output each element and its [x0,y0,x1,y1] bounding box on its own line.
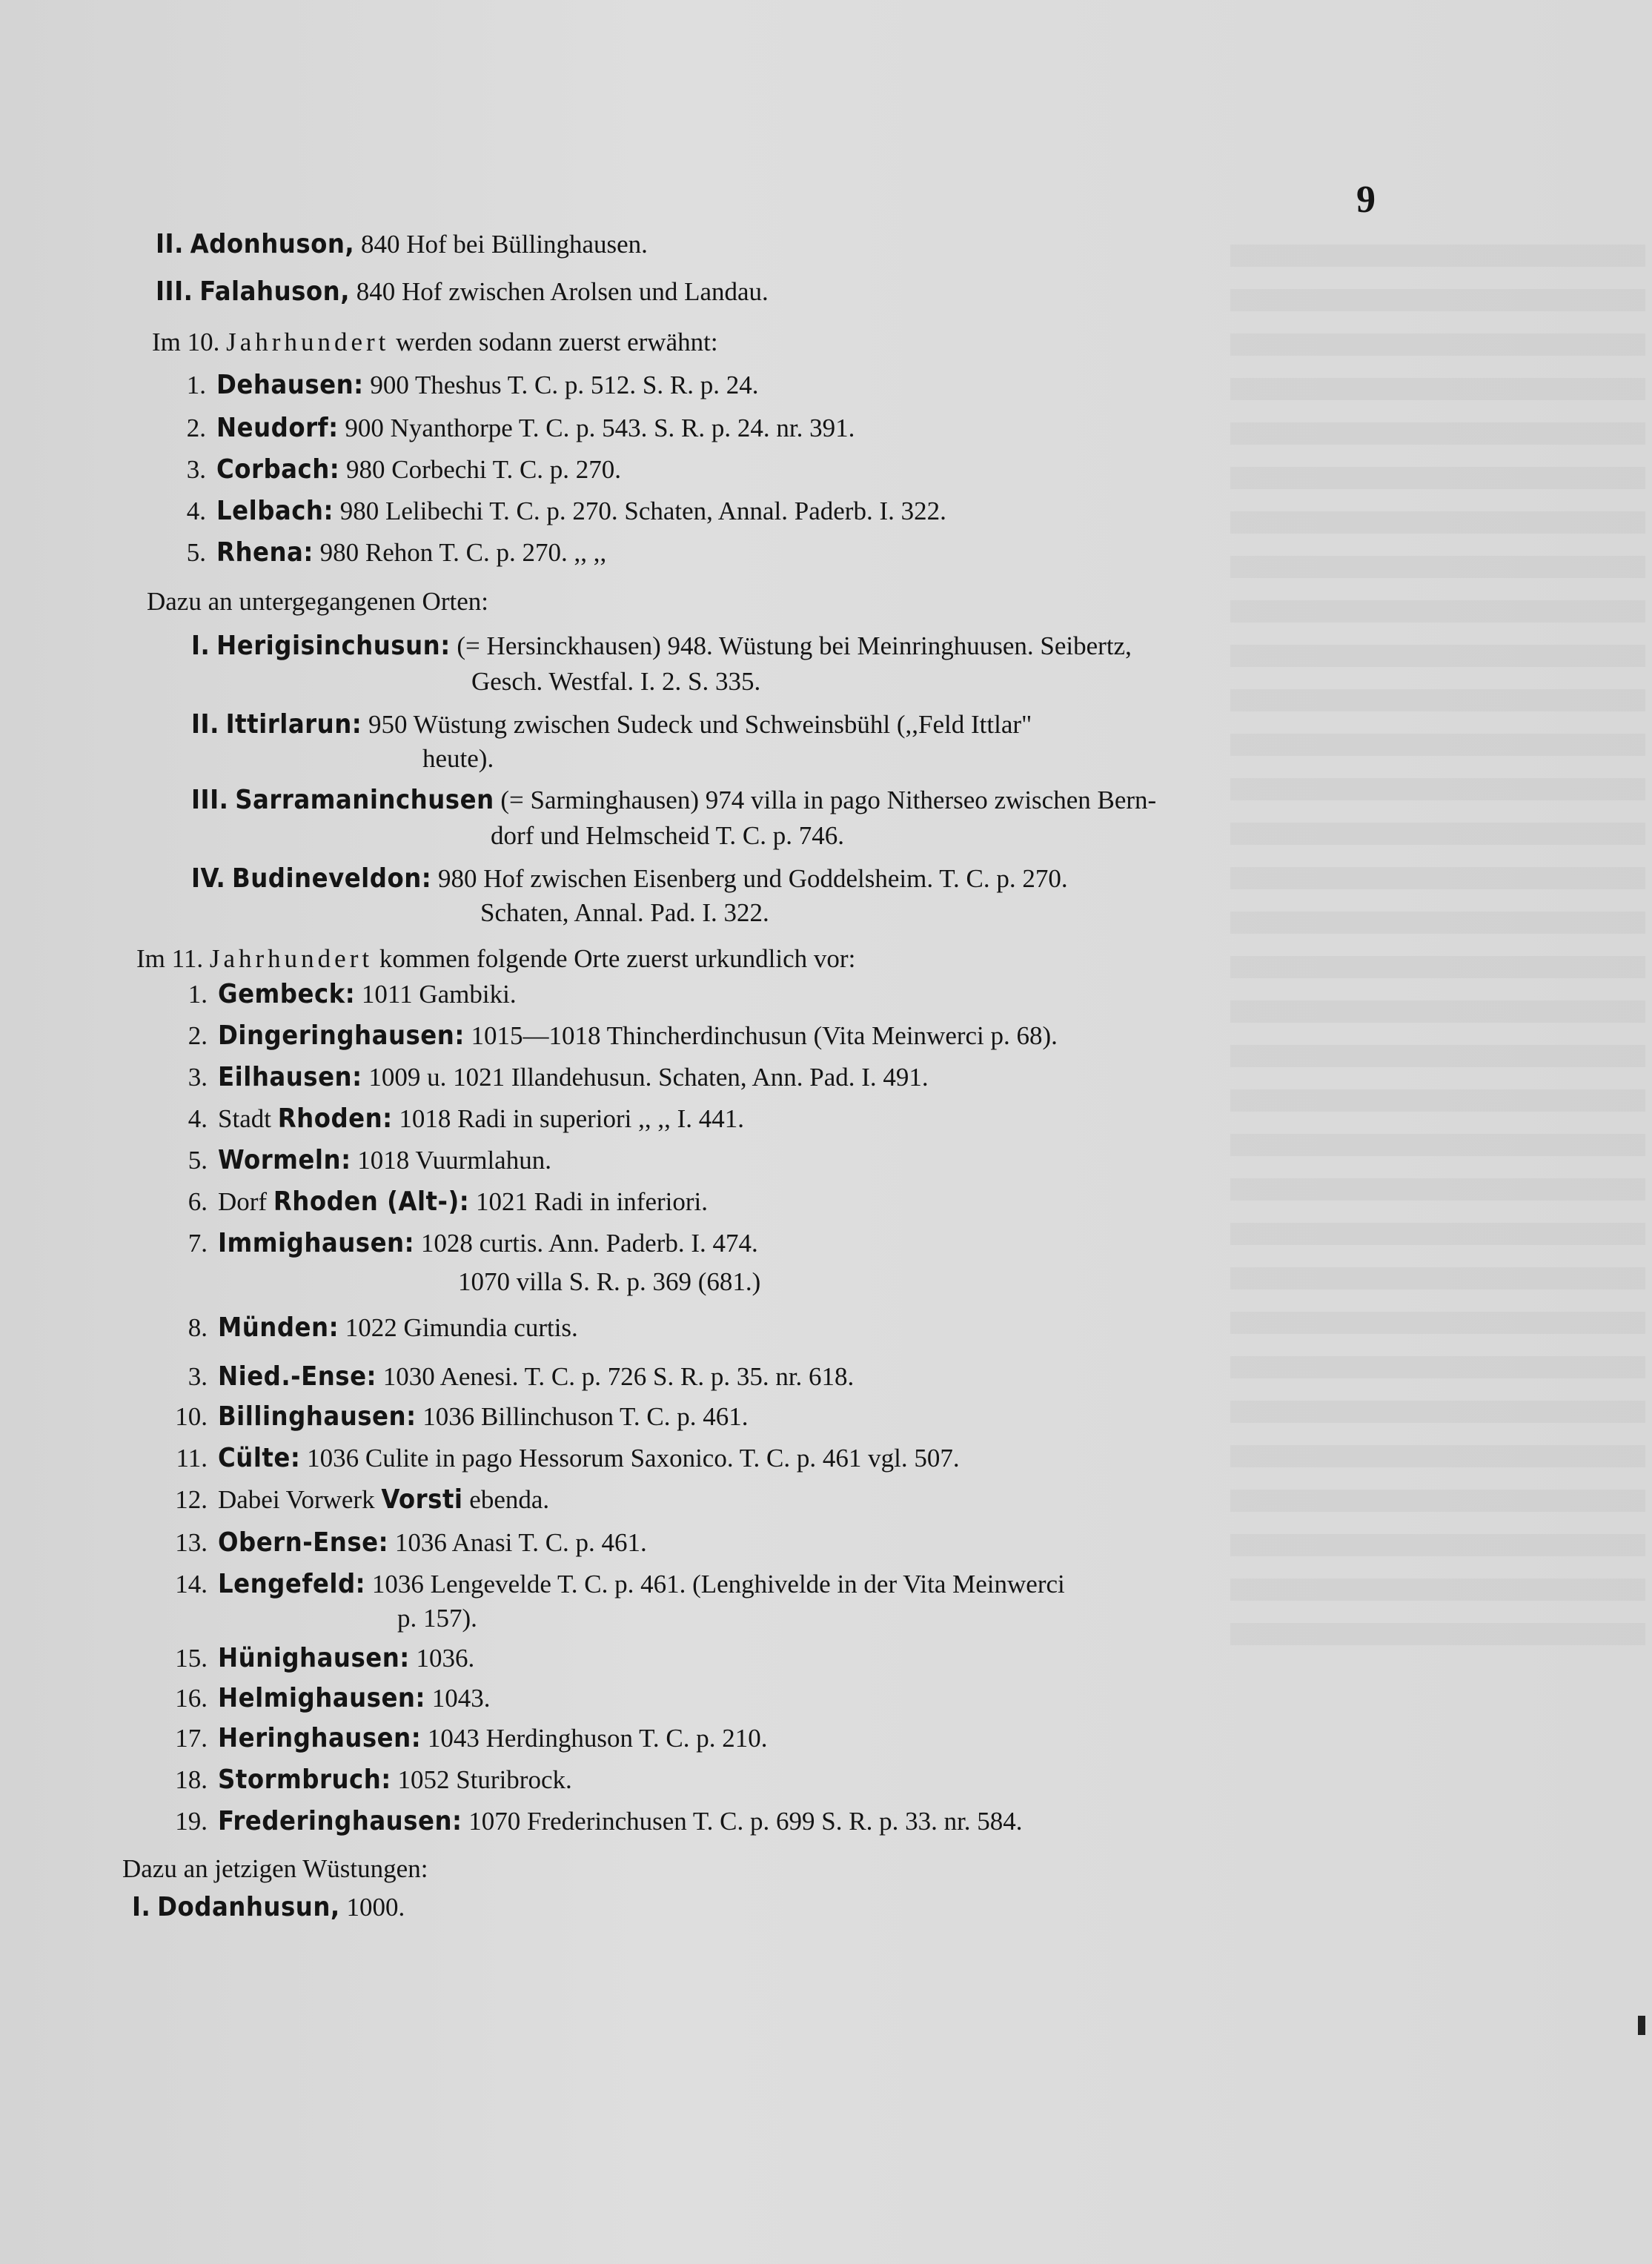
entry-line: III. Sarramaninchusen (= Sarminghausen) 974 villa in pago Nitherseo zwischen Bern- [191,785,1157,815]
entry-line: 19. Frederinghausen: 1070 Frederinchusen T. C. p. 699 S. R. p. 33. nr. 584. [175,1806,1023,1836]
entry-continuation: Schaten, Annal. Pad. I. 322. [480,898,769,927]
entry-line: 1. Gembeck: 1011 Gambiki. [188,979,517,1009]
entry-line: 2. Neudorf: 900 Nyanthorpe T. C. p. 543. S. R. p. 24. nr. 391. [186,413,855,443]
entry-line: 10. Billinghausen: 1036 Billinchuson T. C. p. 461. [175,1401,749,1432]
entry-line: 11. Cülte: 1036 Culite in pago Hessorum Saxonico. T. C. p. 461 vgl. 507. [176,1443,960,1473]
entry-line: 3. Eilhausen: 1009 u. 1021 Illandehusun. Schaten, Ann. Pad. I. 491. [188,1062,929,1092]
entry-line: I. Herigisinchusun: (= Hersinckhausen) 948. Wüstung bei Meinringhuusen. Seibertz, [191,631,1132,661]
section-heading: Im 10. Jahrhundert werden sodann zuerst erwähnt: [152,328,718,356]
margin-mark [1638,2016,1645,2035]
entry-line: 8. Münden: 1022 Gimundia curtis. [188,1312,578,1343]
entry-line: 12. Dabei Vorwerk Vorsti ebenda. [175,1484,550,1515]
entry-line: I. Dodanhusun, 1000. [132,1892,405,1922]
entry-line: 7. Immighausen: 1028 curtis. Ann. Paderb. I. 474. [188,1228,758,1258]
entry-continuation: heute). [422,744,494,773]
entry-line: III. Falahuson, 840 Hof zwischen Arolsen und Landau. [156,276,769,307]
entry-line: 5. Wormeln: 1018 Vuurmlahun. [188,1145,551,1175]
entry-line: II. Ittirlarun: 950 Wüstung zwischen Sudeck und Schweinsbühl (,,Feld Ittlar" [191,709,1032,740]
entry-line: 3. Nied.-Ense: 1030 Aenesi. T. C. p. 726 S. R. p. 35. nr. 618. [188,1361,855,1392]
entry-line: 3. Corbach: 980 Corbechi T. C. p. 270. [186,454,622,485]
entry-line: 4. Stadt Rhoden: 1018 Radi in superiori ,, ,, I. 441. [188,1103,745,1134]
entry-continuation: p. 157). [397,1604,477,1633]
entry-line: II. Adonhuson, 840 Hof bei Büllinghausen. [156,229,648,259]
entry-continuation: dorf und Helmscheid T. C. p. 746. [491,821,844,850]
entry-continuation: Gesch. Westfal. I. 2. S. 335. [471,667,761,696]
entry-line: 13. Obern-Ense: 1036 Anasi T. C. p. 461. [175,1527,647,1558]
section-heading: Dazu an jetzigen Wüstungen: [122,1854,428,1883]
entry-line: 5. Rhena: 980 Rehon T. C. p. 270. ,, ,, [186,537,607,568]
entry-line: 16. Helmighausen: 1043. [175,1683,491,1713]
entry-line: 17. Heringhausen: 1043 Herdinghuson T. C. p. 210. [175,1723,768,1753]
entry-line: 4. Lelbach: 980 Lelibechi T. C. p. 270. Schaten, Annal. Paderb. I. 322. [186,496,946,526]
section-heading: Dazu an untergegangenen Orten: [147,587,488,616]
entry-line: 2. Dingeringhausen: 1015—1018 Thincherdinchusun (Vita Meinwerci p. 68). [188,1020,1058,1051]
entry-line: 6. Dorf Rhoden (Alt-): 1021 Radi in inferiori. [188,1186,709,1217]
entry-line: 1. Dehausen: 900 Theshus T. C. p. 512. S. R. p. 24. [186,370,759,400]
section-heading: Im 11. Jahrhundert kommen folgende Orte zuerst urkundlich vor: [136,944,856,973]
page-number: 9 [1356,179,1376,221]
entry-line: IV. Budineveldon: 980 Hof zwischen Eisenberg und Goddelsheim. T. C. p. 270. [191,863,1068,894]
entry-line: 18. Stormbruch: 1052 Sturibrock. [175,1765,572,1795]
entry-line: 14. Lengefeld: 1036 Lengevelde T. C. p. 461. (Lenghivelde in der Vita Meinwerci [175,1569,1065,1599]
entry-line: 15. Hünighausen: 1036. [175,1643,475,1673]
bleed-through-shadow [1230,245,1645,1653]
entry-continuation: 1070 villa S. R. p. 369 (681.) [458,1267,761,1296]
